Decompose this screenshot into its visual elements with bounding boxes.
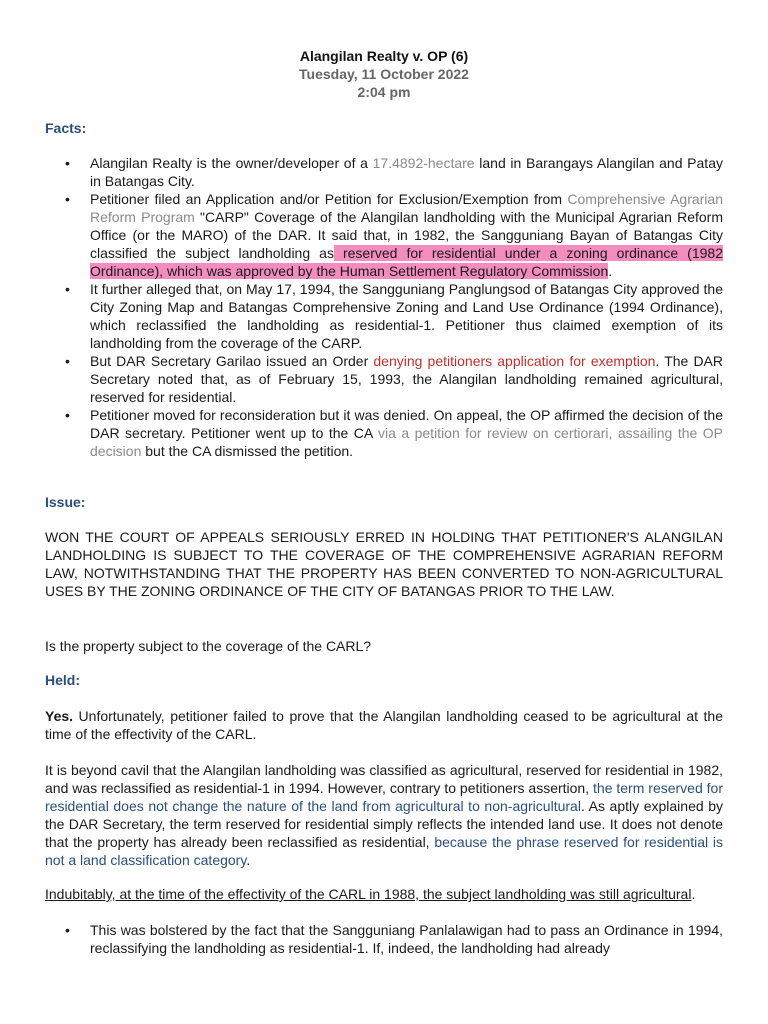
issue-heading: Issue: (45, 494, 86, 510)
held-heading: Held: (45, 672, 80, 688)
held-paragraph-1: Yes. Unfortunately, petitioner failed to prove that the Alangilan landholding ceased to be agricultural at the time of the effectivity of the CARL. (45, 708, 723, 742)
held-answer: Yes. (45, 708, 74, 724)
certiorari-link: via a petition for review on certiorari, assailing the OP decision (90, 425, 723, 459)
facts-item-1: • Alangilan Realty is the owner/developer of a 17.4892-hectare land in Barangays Alangilan and Patay in Batangas City. (45, 154, 723, 190)
facts-item-3: • It further alleged that, on May 17, 1994, the Sangguniang Panglungsod of Batangas City approved the City Zoning Map and Batangas Comprehensive Zoning and Land Use Ordinance (1994 Ordinance), which reclassified the landholding as residential-1. Petitioner thus claimed exemption of its landholding from the coverage of the CARP. (45, 280, 723, 352)
page-title: Alangilan Realty v. OP (6) (299, 48, 469, 64)
held-underlined: Indubitably, at the time of the effectivity of the CARL in 1988, the subject landholding was still agricultural (45, 886, 692, 902)
denial-text: denying petitioners application for exemption (373, 353, 656, 369)
held-paragraph-2: It is beyond cavil that the Alangilan landholding was classified as agricultural, reserved for residential in 1982, and was reclassified as residential-1 in 1994. However, contrary to petitioners assertion, the term reserved for residential does not change the nature of the land from agricultural to non-agricultural. As aptly explained by the DAR Secretary, the term reserved for residential simply reflects the intended land use. It does not denote that the property has already been reclassified as residential, because the phrase reserved for residential is not a land classification category. (45, 762, 724, 868)
facts-item-4: • But DAR Secretary Garilao issued an Order denying petitioners application for exemption. The DAR Secretary noted that, as of February 15, 1993, the Alangilan landholding remained agricultural, reserved for residential. (45, 352, 723, 406)
carp-link: Comprehensive Agrarian Reform Program (90, 191, 723, 225)
held-list (45, 921, 723, 957)
page-time: 2:04 pm (357, 84, 411, 100)
issue-statement: WON THE COURT OF APPEALS SERIOUSLY ERRED IN HOLDING THAT PETITIONER'S ALANGILAN LANDHOLDING IS SUBJECT TO THE COVERAGE OF THE COMPREHENSIVE AGRARIAN REFORM LAW, NOTWITHSTANDING THAT THE PROPERTY HAS BEEN CONVERTED TO NON-AGRICULTURAL USES BY THE ZONING ORDINANCE OF THE CITY OF BATANGAS PRIOR TO THE LAW. (45, 529, 723, 599)
highlighted-text: reserved for residential under a zoning ordinance (1982 Ordinance), which was approved by the Human Settlement Regulatory Commission (90, 245, 723, 279)
facts-list (45, 154, 723, 460)
held-item-1: • This was bolstered by the fact that the Sangguniang Panlalawigan had to pass an Ordinance in 1994, reclassifying the landholding as residential-1. If, indeed, the landholding had already (45, 921, 723, 957)
held-emphasis-1: the term reserved for residential does not change the nature of the land from agricultural to non-agricultural (45, 780, 723, 814)
facts-item-2: • Petitioner filed an Application and/or Petition for Exclusion/Exemption from Comprehensive Agrarian Reform Program "CARP" Coverage of the Alangilan landholding with the Municipal Agrarian Reform Office (or the MARO) of the DAR. It said that, in 1982, the Sangguniang Bayan of Batangas City classified the subject landholding as reserved for residential under a zoning ordinance (1982 Ordinance), which was approved by the Human Settlement Regulatory Commission. (45, 190, 723, 280)
hectare-link: 17.4892-hectare (372, 155, 475, 171)
issue-question: Is the property subject to the coverage of the CARL? (45, 638, 372, 654)
held-emphasis-2: because the phrase reserved for residential is not a land classification category (45, 834, 723, 868)
page-date: Tuesday, 11 October 2022 (299, 66, 469, 82)
facts-item-5: • Petitioner moved for reconsideration but it was denied. On appeal, the OP affirmed the decision of the DAR secretary. Petitioner went up to the CA via a petition for review on certiorari, assailing the OP decision but the CA dismissed the petition. (45, 406, 723, 460)
facts-heading: Facts: (45, 120, 87, 136)
held-paragraph-3: Indubitably, at the time of the effectivity of the CARL in 1988, the subject landholding was still agricultural. (45, 886, 696, 902)
